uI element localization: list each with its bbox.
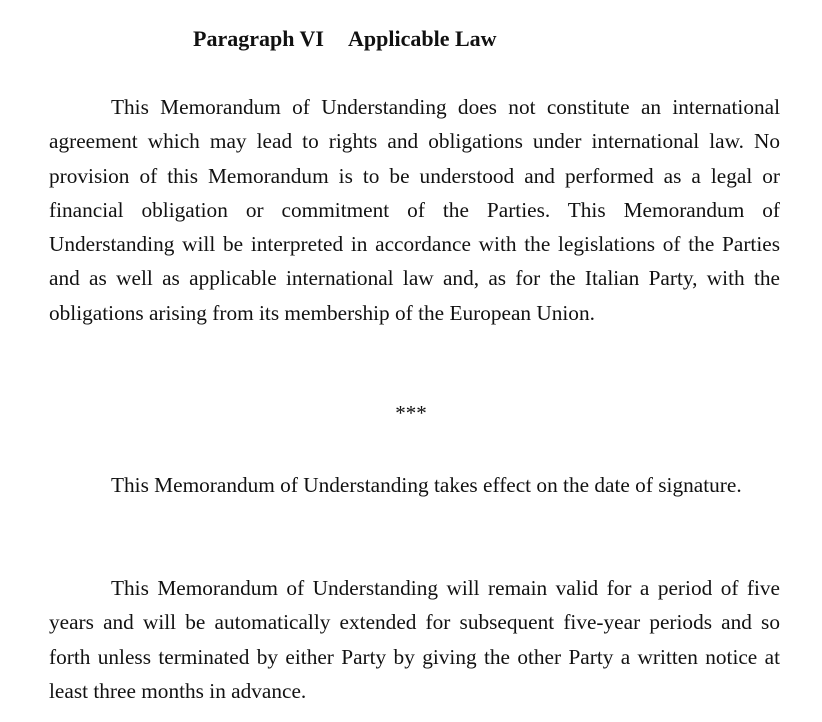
effect-paragraph: This Memorandum of Understanding takes effect on the date of signature. [111, 473, 742, 497]
section-heading [193, 24, 497, 54]
applicable-law-paragraph: This Memorandum of Understanding does not constitute an international agreement which may lead to rights and obligations under international law. No provision of this Memorandum is to be understood and performed as a legal or financial obligation or commitment of the Parties. This Memorandum of Understanding will be interpreted in accordance with the legislations of the Parties and as well as applicable international law and, as for the Italian Party, with the obligations arising from its membership of the European Union. [49, 95, 780, 325]
validity-paragraph: This Memorandum of Understanding will remain valid for a period of five years and will be automatically extended for subsequent five-year periods and so forth unless terminated by either Party by giving the other Party a written notice at least three months in advance. [49, 576, 780, 703]
section-separator: *** [395, 401, 427, 425]
section-number: Paragraph VI [193, 26, 324, 51]
section-title: Applicable Law [348, 26, 497, 51]
